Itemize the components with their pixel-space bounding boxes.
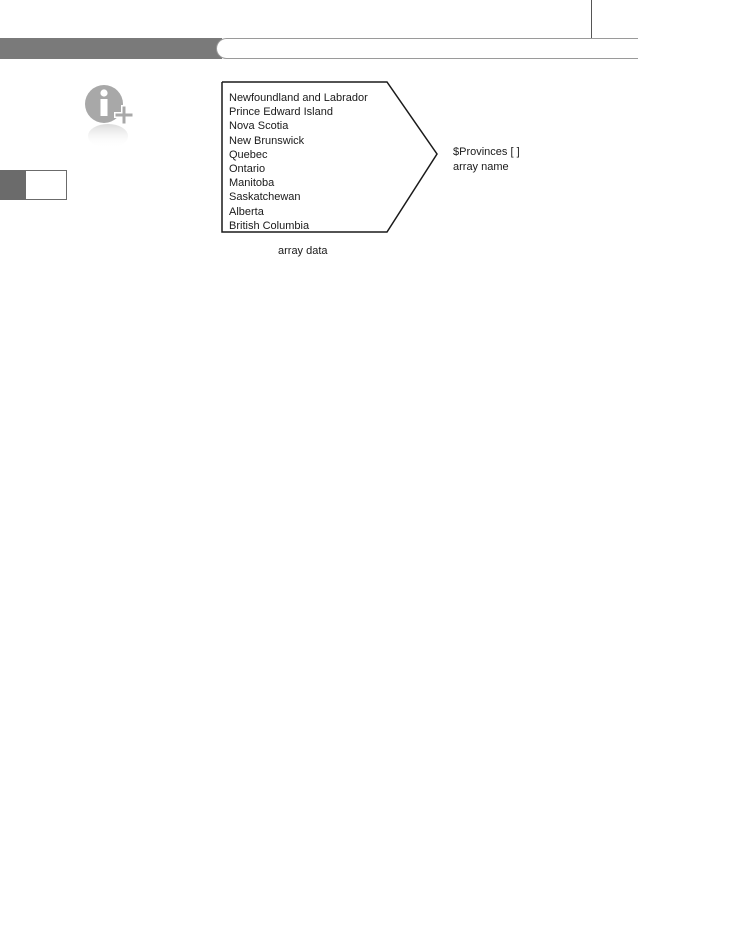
array-data-caption: array data bbox=[278, 245, 328, 257]
array-name-code: $Provinces [ ] bbox=[453, 146, 520, 158]
chapter-header-tab bbox=[216, 38, 638, 59]
list-item: Newfoundland and Labrador bbox=[229, 92, 368, 104]
list-item: New Brunswick bbox=[229, 134, 305, 147]
array-name-label bbox=[453, 145, 520, 174]
info-plus-icon bbox=[80, 82, 140, 154]
list-item: Nova Scotia bbox=[229, 120, 289, 133]
list-item: Ontario bbox=[229, 163, 266, 176]
page-gutter-rule bbox=[591, 0, 592, 38]
chapter-header-bar bbox=[0, 38, 222, 59]
list-item: Quebec bbox=[229, 148, 268, 161]
list-item: Prince Edward Island bbox=[229, 106, 333, 119]
page-side-marker bbox=[0, 170, 68, 200]
side-marker-light bbox=[26, 170, 67, 200]
list-item: British Columbia bbox=[229, 219, 310, 232]
array-data-list bbox=[229, 91, 368, 233]
side-marker-dark bbox=[0, 170, 26, 200]
list-item: Saskatchewan bbox=[229, 191, 301, 204]
array-name-caption: array name bbox=[453, 160, 509, 173]
list-item: Alberta bbox=[229, 205, 264, 218]
list-item: Manitoba bbox=[229, 177, 275, 190]
